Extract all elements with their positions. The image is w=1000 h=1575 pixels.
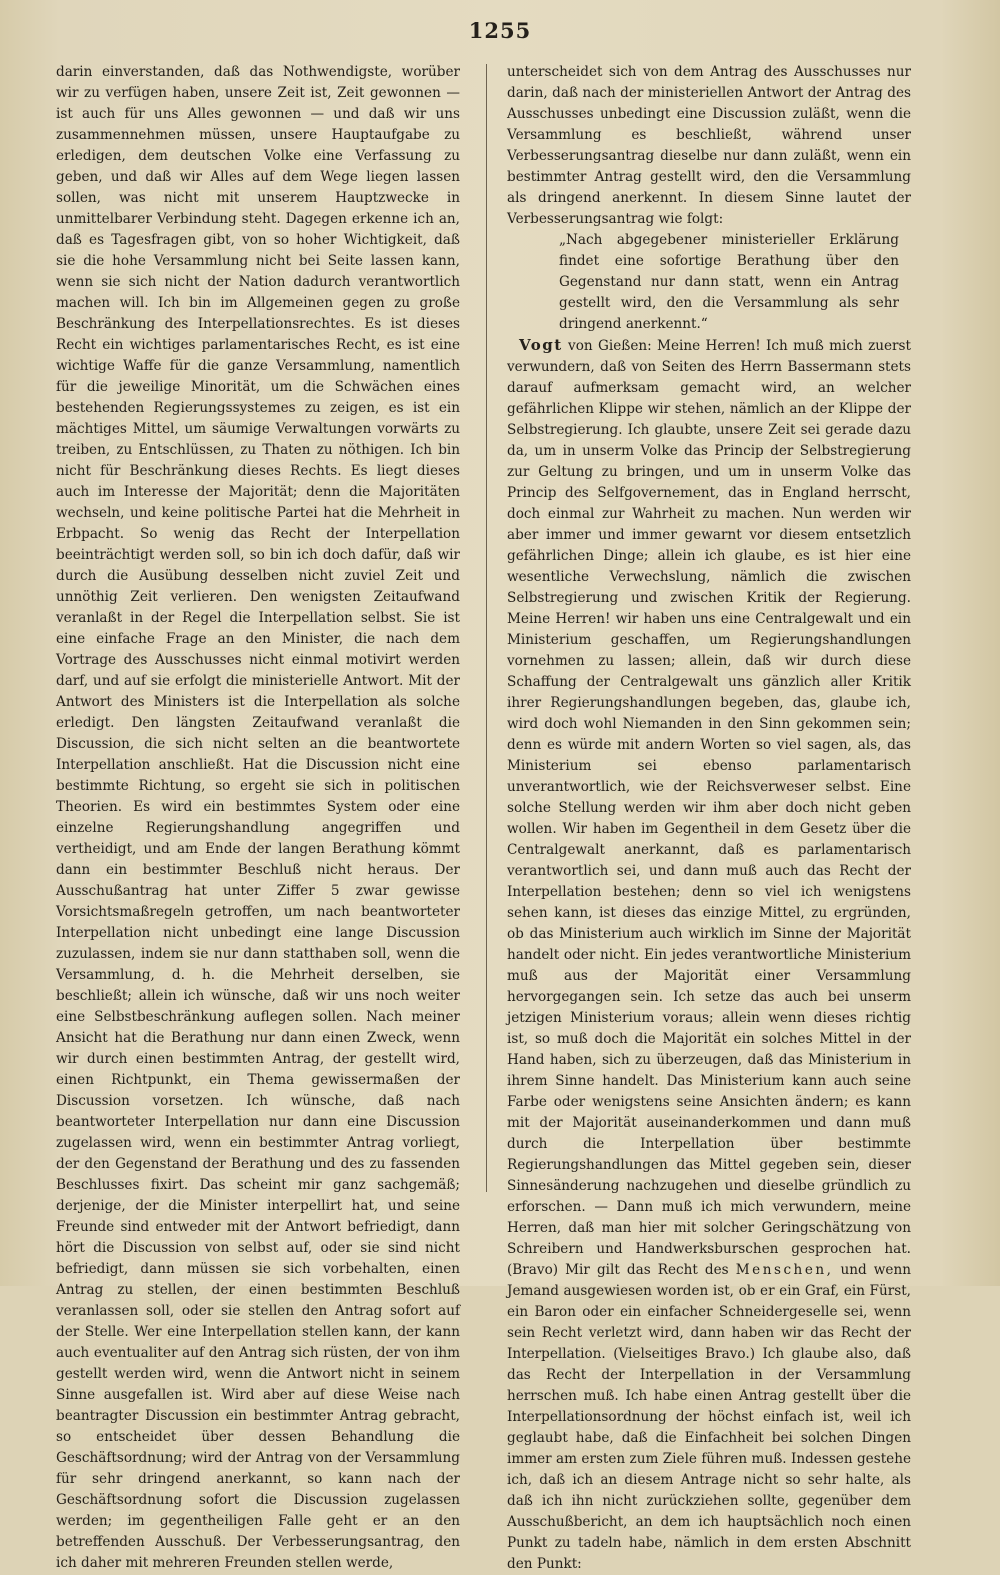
emphasized-word: Menschen,: [735, 1262, 834, 1278]
amendment-quote: „Nach abgegebener ministerieller Erklärung findet eine sofortige Berathung über den Gegenstand nur dann statt, wenn ein Antrag gestellt wird, den die Versammlung als sehr dringend anerkennt.“: [559, 232, 899, 332]
speaker-origin: von Gießen:: [568, 338, 652, 354]
left-column: [56, 62, 460, 1574]
speech-paragraph: [507, 335, 911, 1575]
right-column: [507, 62, 911, 1575]
speaker-name: Vogt: [519, 336, 563, 354]
left-paragraph: darin einverstanden, daß das Nothwendigste, worüber wir zu verfügen haben, unsere Zeit ist, Zeit gewonnen — ist auch für uns Alles gewonnen — und daß wir uns zusammennehmen müssen, unsere Hauptaufgabe zu erledigen, dem deutschen Volke eine Verfassung zu geben, und daß wir Alles auf dem Wege liegen lassen sollen, was nicht mit unserem Hauptzwecke in unmittelbarer Verbindung steht. Dagegen erkenne ich an, daß es Tagesfragen gibt, von so hoher Wichtigkeit, daß sie die hohe Versammlung nicht bei Seite lassen kann, wenn sie sich nicht der Nation dadurch verantwortlich machen will. Ich bin im Allgemeinen gegen zu große Beschränkung des Interpellationsrechtes. Es ist dieses Recht ein wichtiges parlamentarisches Recht, es ist eine wichtige Waffe für die ganze Versammlung, namentlich für die jeweilige Minorität, um die Schwächen eines bestehenden Regierungssystemes zu zeigen, es ist ein mächtiges Mittel, um säumige Verwaltungen vorwärts zu treiben, zu Entschlüssen, zu Thaten zu nöthigen. Ich bin nicht für Beschränkung dieses Rechts. Es liegt dieses auch im Interesse der Majorität; denn die Majoritäten wechseln, und keine politische Partei hat die Mehrheit in Erbpacht. So wenig das Recht der Interpellation beeinträchtigt werden soll, so bin ich doch dafür, daß wir durch die Ausübung desselben nicht zuviel Zeit und unnöthig Zeit verlieren. Den wenigsten Zeitaufwand veranlaßt in der Regel die Interpellation selbst. Sie ist eine einfache Frage an den Minister, die nach dem Vortrage des Ausschusses nicht einmal motivirt werden darf, und auf sie erfolgt die ministerielle Antwort. Mit der Antwort des Ministers ist die Interpellation als solche erledigt. Den längsten Zeitaufwand veranlaßt die Discussion, die sich nicht selten an die beantwortete Interpellation anschließt. Hat die Discussion nicht eine bestimmte Richtung, so ergeht sie sich in politischen Theorien. Es wird ein bestimmtes System oder eine einzelne Regierungshandlung angegriffen und vertheidigt, und am Ende der langen Berathung kömmt dann ein bestimmter Beschluß nicht heraus. Der Ausschußantrag hat unter Ziffer 5 zwar gewisse Vorsichtsmaßregeln getroffen, um nach beantworteter Interpellation nicht unbedingt eine lange Discussion zuzulassen, indem sie nur dann statthaben soll, wenn die Versammlung, d. h. die Mehrheit derselben, sie beschließt; allein ich wünsche, daß wir uns noch weiter eine Selbstbeschränkung auflegen sollen. Nach meiner Ansicht hat die Berathung nur dann einen Zweck, wenn wir durch einen bestimmten Antrag, der gestellt wird, einen Richtpunkt, ein Thema gewissermaßen der Discussion vorsetzen. Ich wünsche, daß nach beantworteter Interpellation nur dann eine Discussion zugelassen wird, wenn ein bestimmter Antrag vorliegt, der den Gegenstand der Berathung und des zu fassenden Beschlusses fixirt. Das scheint mir ganz sachgemäß; derjenige, der die Minister interpellirt hat, und seine Freunde sind entweder mit der Antwort befriedigt, dann hört die Discussion von selbst auf, oder sie sind nicht befriedigt, dann müssen sie sich vorbehalten, einen Antrag zu stellen, der einen bestimmten Beschluß veranlassen soll, oder sie stellen den Antrag sofort auf der Stelle. Wer eine Interpellation stellen kann, der kann auch eventualiter auf den Antrag sich rüsten, der von ihm gestellt werden wird, wenn die Antwort nicht in seinem Sinne ausgefallen ist. Wird aber auf diese Weise nach beantragter Discussion ein bestimmter Antrag gebracht, so entscheidet über dessen Behandlung die Geschäftsordnung; wird der Antrag von der Versammlung für sehr dringend anerkannt, so kann nach der Geschäftsordnung sofort die Discussion zugelassen werden; im gegentheiligen Falle geht er an den betreffenden Ausschuß. Der Verbesserungsantrag, den ich daher mit mehreren Freunden stellen werde,: [56, 64, 460, 1571]
column-divider: [486, 64, 487, 1192]
page-number: 1255: [468, 18, 532, 43]
speech-text-part-2: und wenn Jemand ausgewiesen worden ist, ob er ein Graf, ein Fürst, ein Baron oder ein einfacher Schneidergeselle sei, wenn sein Recht verletzt wird, dann haben wir das Recht der Interpellation. (Vielseitiges Bravo.) Ich glaube also, daß das Recht der Interpellation in der Versammlung herrschen muß. Ich habe einen Antrag gestellt über die Interpellationsordnung der höchst einfach ist, weil ich geglaubt habe, daß die Einfachheit bei solchen Dingen immer am ersten zum Ziele führen muß. Indessen gestehe ich, daß ich an diesem Antrage nicht so sehr halte, als daß ich ihn nicht zurückziehen sollte, gegenüber dem Ausschußbericht, an dem ich hauptsächlich noch einen Punkt zu tadeln habe, nämlich in dem ersten Abschnitt den Punkt:: [507, 1262, 911, 1572]
right-paragraph-continuation: unterscheidet sich von dem Antrag des Ausschusses nur darin, daß nach der ministeriellen Antwort der Antrag des Ausschusses unbedingt eine Discussion zuläßt, wenn die Versammlung es beschließt, während unser Verbesserungsantrag dieselbe nur dann zuläßt, wenn ein bestimmter Antrag gestellt wird, den die Versammlung als dringend anerkennt. In diesem Sinne lautet der Verbesserungsantrag wie folgt:: [507, 64, 911, 227]
speech-text-part-1: Meine Herren! Ich muß mich zuerst verwundern, daß von Seiten des Herrn Bassermann stets darauf aufmerksam gemacht wird, an welcher gefährlichen Klippe wir stehen, nämlich an der Klippe der Selbstregierung. Ich glaubte, unsere Zeit sei gerade dazu da, um in unserm Volke das Princip der Selbstregierung zur Geltung zu bringen, und um in unserm Volke das Princip des Selfgovernement, das in England herrscht, doch einmal zur Wahrheit zu machen. Nun werden wir aber immer und immer gewarnt vor diesem entsetzlich gefährlichen Dinge; allein ich glaube, es ist hier eine wesentliche Verwechslung, nämlich die zwischen Selbstregierung und zwischen Kritik der Regierung. Meine Herren! wir haben uns eine Centralgewalt und ein Ministerium geschaffen, um Regierungshandlungen vornehmen zu lassen; allein, daß wir durch diese Schaffung der Centralgewalt uns gänzlich aller Kritik ihrer Regierungshandlungen begeben, das, glaube ich, wird doch wohl Niemanden in den Sinn gekommen sein; denn es würde mit andern Worten so viel sagen, als, das Ministerium sei ebenso parlamentarisch unverantwortlich, wie der Reichsverweser selbst. Eine solche Stellung werden wir ihm aber doch nicht geben wollen. Wir haben im Gegentheil in dem Gesetz über die Centralgewalt anerkannt, daß es parlamentarisch verantwortlich sei, und dann muß auch das Recht der Interpellation bestehen; denn so viel ich wenigstens sehen kann, ist dieses das einzige Mittel, zu ergründen, ob das Ministerium auch wirklich im Sinne der Majorität handelt oder nicht. Ein jedes verantwortliche Ministerium muß aus der Majorität einer Versammlung hervorgegangen sein. Ich setze das auch bei unserm jetzigen Ministerium voraus; allein wenn dieses richtig ist, so muß doch die Majorität ein solches Mittel in der Hand haben, sich zu überzeugen, daß das Ministerium in ihrem Sinne handelt. Das Ministerium kann auch seine Farbe oder wenigstens seine Ansichten ändern; es kann mit der Majorität auseinanderkommen und dann muß durch die Interpellation über bestimmte Regierungshandlungen das Mittel gegeben sein, dieser Sinnesänderung nachzugehen und dieselbe gründlich zu erforschen. — Dann muß ich mich verwundern, meine Herren, daß man hier mit solcher Geringschätzung von Schreibern und Handwerksburschen gesprochen hat. (Bravo) Mir gilt das Recht des: [507, 338, 911, 1278]
